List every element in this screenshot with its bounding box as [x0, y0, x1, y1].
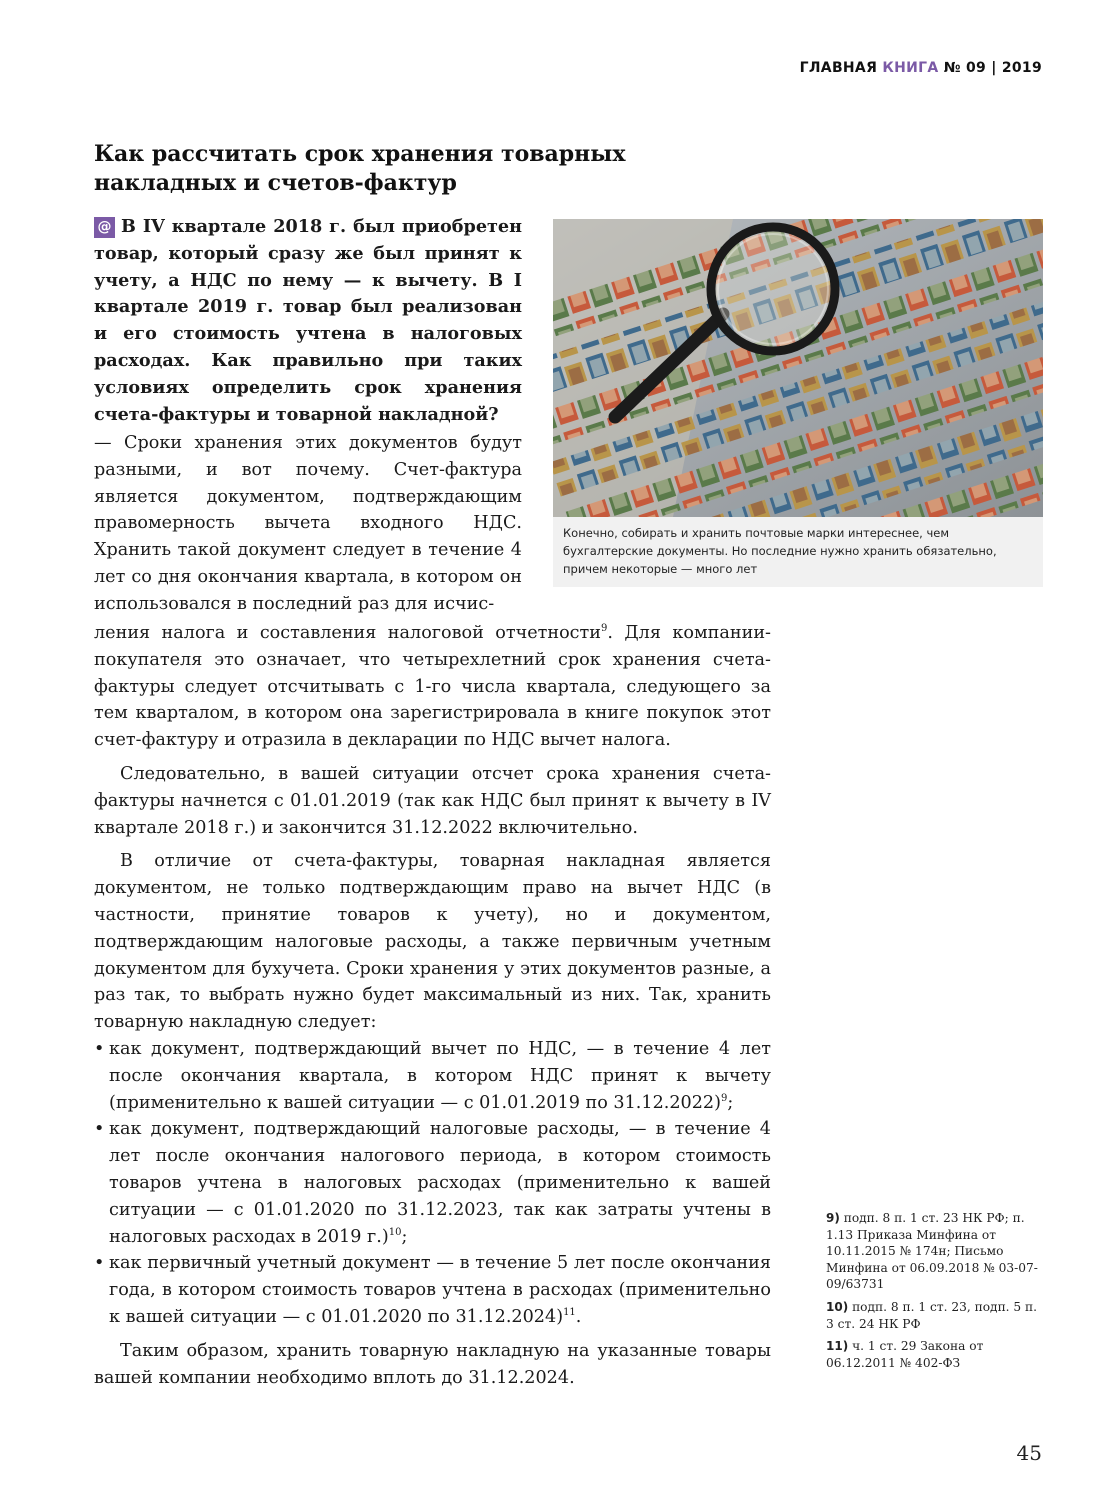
footnote-ref: 11: [563, 1306, 576, 1318]
bullet-icon: •: [94, 1253, 105, 1274]
footnote-9: 9) подп. 8 п. 1 ст. 23 НК РФ; п. 1.13 Приказа Минфина от 10.11.2015 № 174н; Письмо Минфина от 06.09.2018 № 03-07-09/63731: [826, 1211, 1038, 1292]
brand-name-accent: КНИГА: [882, 60, 939, 76]
issue-number: № 09 | 2019: [943, 60, 1042, 76]
question-text: В IV квартале 2018 г. был приобретен товар, который сразу же был принят к учету, а НДС по нему — к вычету. В I квартале 2019 г. товар был реализован и его стоимость учтена в налоговых расходах. Как правильно при таких условиях определить срок хранения счета-фактуры и товарной накладной?: [94, 216, 522, 425]
answer-intro: — Сроки хранения этих документов будут разными, и вот почему. Счет-фактура является документом, подтверждающим правомерность вычета входного НДС. Хранить такой документ следует в течение 4 лет со дня окончания квартала, в котором он использовался в последний раз для исчис-: [94, 433, 522, 614]
stamps-magnifier-photo: [553, 219, 1043, 517]
list-item: • как первичный учетный документ — в течение 5 лет после окончания года, в котором стоимость товаров учтена в расходах (применительно к вашей ситуации — с 01.01.2020 по 31.12.2024)$^{11}$.: [94, 1250, 771, 1330]
storage-terms-list: [94, 1036, 771, 1331]
footnote-11: 11) ч. 1 ст. 29 Закона от 06.12.2011 № 402-ФЗ: [826, 1339, 984, 1370]
reader-question: [94, 214, 522, 428]
p1-start: ления налога и составления налоговой отчетности: [94, 623, 601, 643]
footnote-ref: 9: [721, 1092, 728, 1104]
answer-body: [94, 620, 771, 1391]
photo-caption: Конечно, собирать и хранить почтовые марки интереснее, чем бухгалтерские документы. Но последние нужно хранить обязательно, причем некоторые — много лет: [553, 517, 1043, 587]
article-title: Как рассчитать срок хранения товарных накладных и счетов-фактур: [94, 141, 626, 196]
answer-paragraph-1: [94, 620, 771, 754]
bullet-icon: •: [94, 1119, 105, 1140]
footnote-10: 10) подп. 8 п. 1 ст. 23, подп. 5 п. 3 ст. 24 НК РФ: [826, 1299, 1038, 1331]
answer-conclusion: Таким образом, хранить товарную накладную на указанные товары вашей компании необходимо вплоть до 31.12.2024.: [94, 1340, 771, 1388]
p1-end: . Для компании-покупателя это означает, что четырехлетний срок хранения счета-фактуры следует отсчитывать с 1-го числа квартала, следующего за тем кварталом, в котором она зарегистрировала в книге покупок этот счет-фактуру и отразила в декларации по НДС вычет налога.: [94, 623, 771, 751]
masthead: [800, 60, 1042, 76]
brand-name: ГЛАВНАЯ: [799, 60, 878, 76]
footnote-ref: 9: [600, 623, 608, 634]
footnote-ref: 10: [388, 1226, 402, 1238]
figure: [553, 219, 1043, 587]
list-item: • как документ, подтверждающий вычет по НДС, — в течение 4 лет после окончания квартала, в котором НДС принят к вычету (применительно к вашей ситуации — с 01.01.2019 по 31.12.2022)$^9$;: [94, 1036, 771, 1116]
page-number: 45: [1016, 1441, 1042, 1465]
question-at-icon: @: [94, 217, 115, 238]
list-item: • как документ, подтверждающий налоговые расходы, — в течение 4 лет после окончания налогового периода, в котором стоимость товаров учтена в налоговых расходах (применительно к вашей ситуации — с 01.01.2020 по 31.12.2023, так как затраты учтены в налоговых расходах в 2019 г.)$^{10}$;: [94, 1116, 771, 1250]
footnotes: [826, 1210, 1048, 1377]
answer-paragraph-2: Следовательно, в вашей ситуации отсчет срока хранения счета-фактуры начнется с 01.01.2019 (так как НДС был принят к вычету в IV квартале 2018 г.) и закончится 31.12.2022 включительно.: [94, 763, 771, 838]
answer-paragraph-3: В отличие от счета-фактуры, товарная накладная является документом, не только подтверждающим право на вычет НДС (в частности, принятие товаров к учету), но и документом, подтверждающим налоговые расходы, а также первичным учетным документом для бухучета. Сроки хранения у этих документов разные, а раз так, то выбрать нужно будет максимальный из них. Так, хранить товарную накладную следует:: [94, 851, 771, 1033]
bullet-icon: •: [94, 1038, 105, 1059]
